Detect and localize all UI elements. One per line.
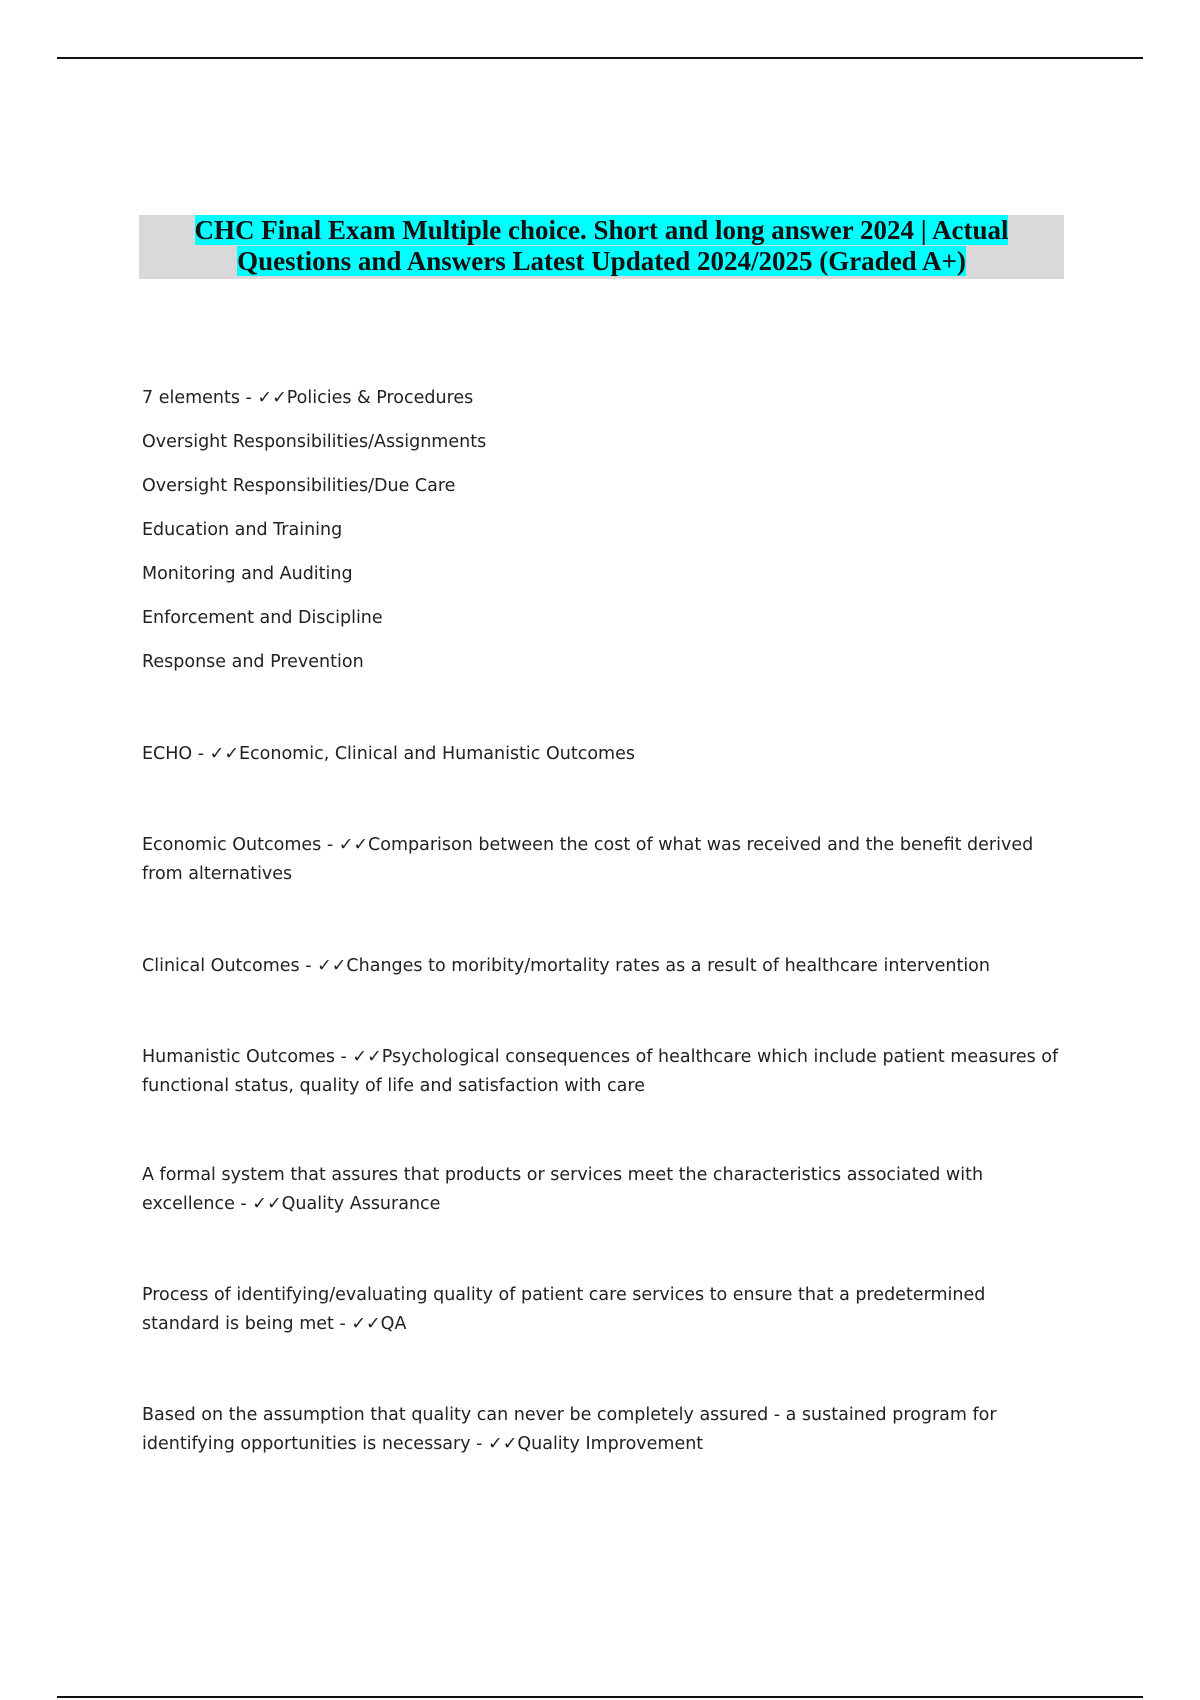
footer-divider (57, 1696, 1143, 1698)
qa-item: Process of identifying/evaluating quality of patient care services to ensure that a predetermined standard is being met - ✓✓QA (142, 1285, 986, 1334)
list-item: Enforcement and Discipline (142, 608, 383, 628)
document-title (139, 215, 1064, 279)
title-line-2: Questions and Answers Latest Updated 2024/2025 (Graded A+) (237, 246, 966, 276)
header-divider (57, 57, 1143, 59)
qa-item: Clinical Outcomes - ✓✓Changes to moribity/mortality rates as a result of healthcare intervention (142, 956, 990, 976)
list-item: Oversight Responsibilities/Assignments (142, 432, 487, 452)
list-item: Education and Training (142, 520, 343, 540)
list-item: Oversight Responsibilities/Due Care (142, 476, 456, 496)
title-line-1: CHC Final Exam Multiple choice. Short and long answer 2024 | Actual (194, 215, 1009, 245)
qa-item: A formal system that assures that products or services meet the characteristics associated with excellence - ✓✓Quality Assurance (142, 1165, 984, 1214)
qa-item: ECHO - ✓✓Economic, Clinical and Humanistic Outcomes (142, 744, 635, 764)
list-item: Response and Prevention (142, 652, 364, 672)
list-item: Monitoring and Auditing (142, 564, 353, 584)
list-item: 7 elements - ✓✓Policies & Procedures (142, 388, 474, 408)
qa-item: Humanistic Outcomes - ✓✓Psychological consequences of healthcare which include patient measures of functional status, quality of life and satisfaction with care (142, 1047, 1059, 1096)
qa-item: Based on the assumption that quality can never be completely assured - a sustained program for identifying opportunities is necessary - ✓✓Quality Improvement (142, 1405, 997, 1454)
qa-item: Economic Outcomes - ✓✓Comparison between the cost of what was received and the benefit derived from alternatives (142, 835, 1034, 884)
